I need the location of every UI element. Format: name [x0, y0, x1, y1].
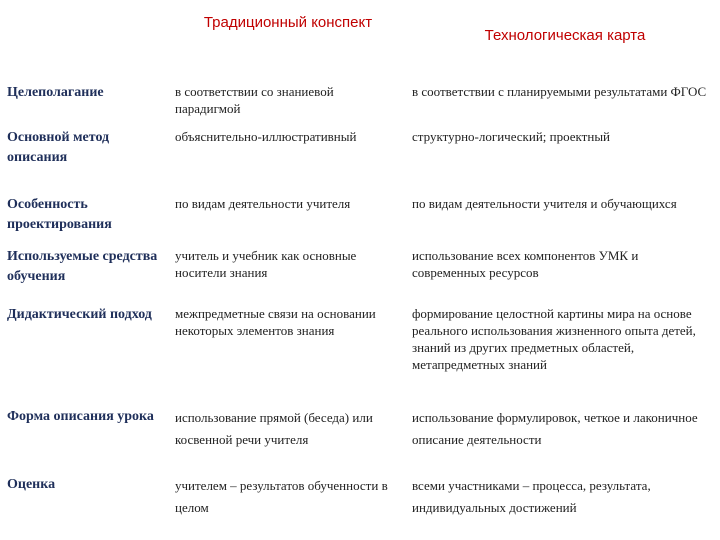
row-label: Используемые средства обучения	[7, 249, 158, 284]
technological-cell: всеми участниками – процесса, результата, индивидуальных достижений	[412, 478, 651, 515]
technological-cell: в соответствии с планируемыми результатами ФГОС	[412, 84, 707, 99]
technological-cell: использование всех компонентов УМК и современных ресурсов	[412, 248, 639, 280]
traditional-cell: учитель и учебник как основные носители знания	[175, 248, 357, 280]
row-label: Особенность проектирования	[7, 197, 112, 232]
traditional-cell: использование прямой (беседа) или косвенной речи учителя	[175, 410, 373, 447]
traditional-cell: по видам деятельности учителя	[175, 196, 351, 211]
row-label: Оценка	[7, 477, 56, 492]
row-label: Форма описания урока	[7, 409, 154, 424]
traditional-cell: учителем – результатов обученности в целом	[175, 478, 388, 515]
column-header-technological: Технологическая карта	[484, 27, 646, 44]
row-label: Основной метод описания	[7, 130, 110, 165]
row-label: Целеполагание	[7, 85, 104, 100]
technological-cell: структурно-логический; проектный	[412, 129, 611, 144]
technological-cell: по видам деятельности учителя и обучающихся	[412, 196, 677, 211]
technological-cell: формирование целостной картины мира на основе реального использования жизненного опыта детей, знаний из других предметных областей, метапредметных знаний	[412, 306, 696, 372]
technological-cell: использование формулировок, четкое и лаконичное описание деятельности	[412, 410, 698, 447]
column-header-traditional: Традиционный конспект	[203, 14, 373, 31]
traditional-cell: межпредметные связи на основании некоторых элементов знания	[175, 306, 376, 338]
traditional-cell: в соответствии со знаниевой парадигмой	[175, 84, 334, 116]
traditional-cell: объяснительно-иллюстративный	[175, 129, 357, 144]
row-label: Дидактический подход	[7, 307, 152, 322]
